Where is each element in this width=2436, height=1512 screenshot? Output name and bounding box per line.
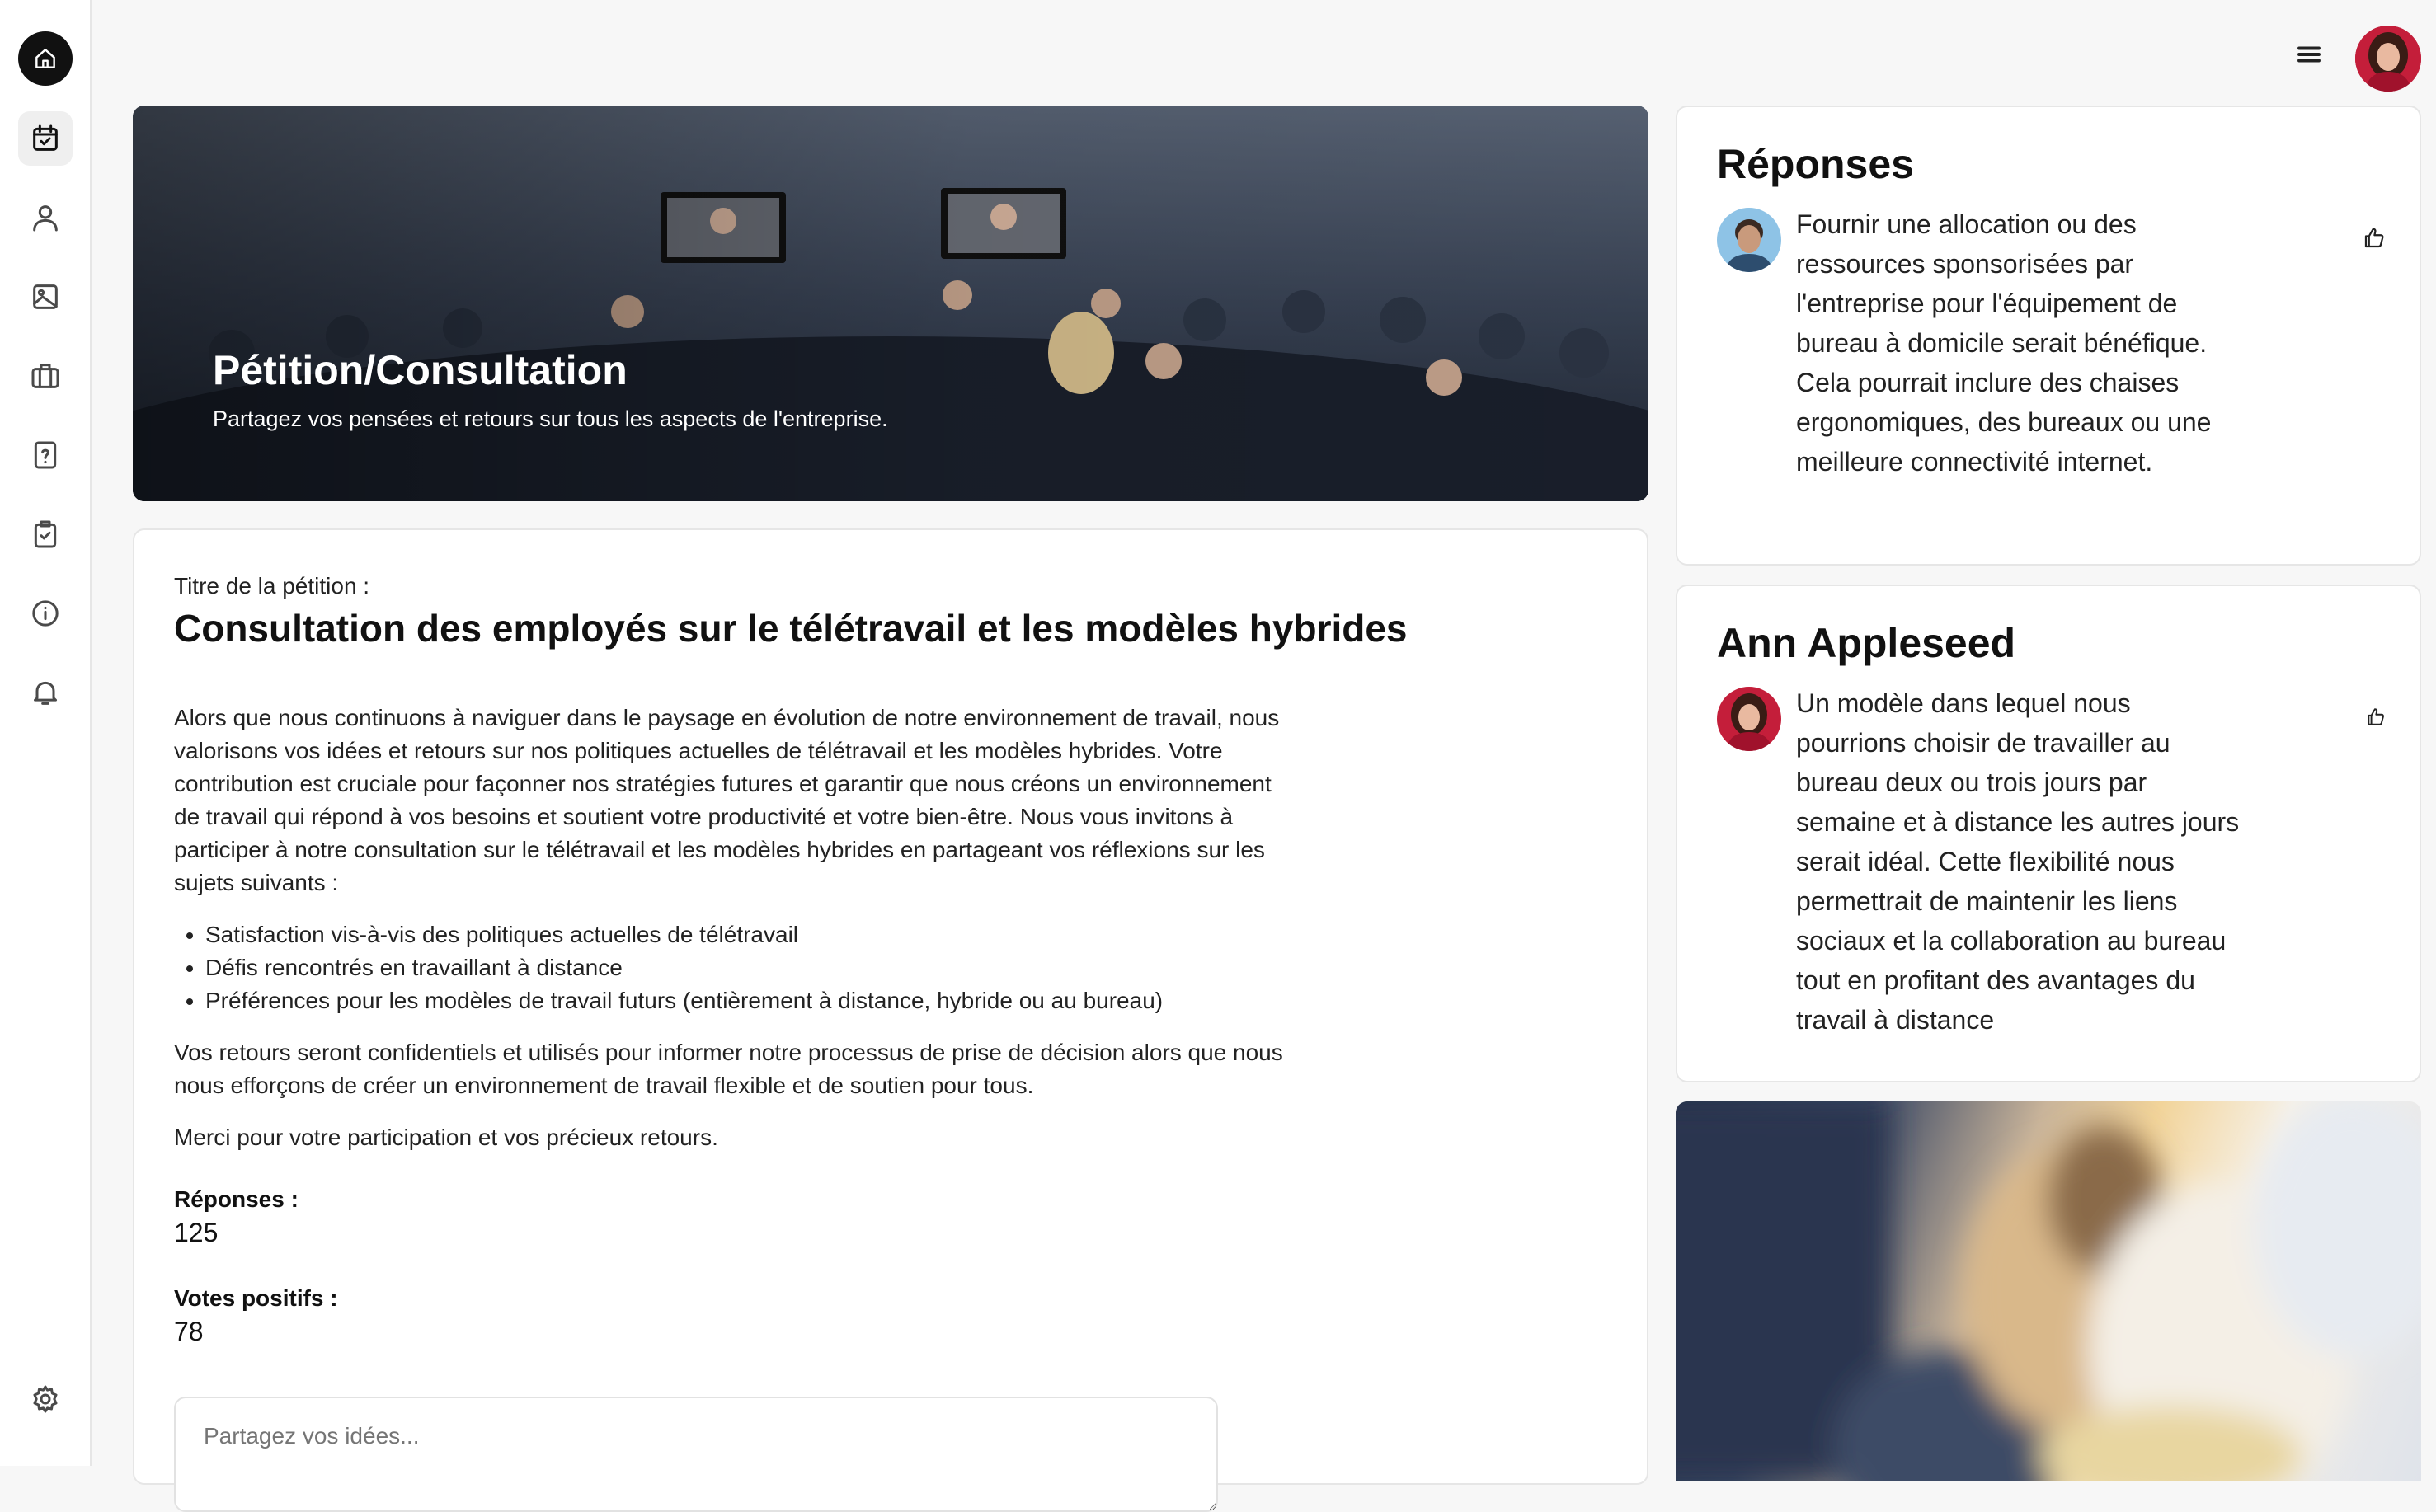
hero-title: Pétition/Consultation [213,347,628,393]
nav-profile[interactable] [18,190,73,245]
petition-closing: Vos retours seront confidentiels et utilisés pour informer notre processus de prise de décision alors que nous nous efforçons de créer un environnement de travail flexible et de soutien pour tous. [174,1040,1283,1098]
clipboard-check-icon [29,518,62,551]
votes-count: 78 [174,1317,204,1346]
response-text: Fournir une allocation ou des ressources sponsorisées par l'entreprise pour l'équipement de bureau à domicile serait bénéfique. Cela pourrait inclure des chaises ergonomiques, des bureaux ou une meilleure connectivité internet. [1796,209,2212,477]
nav-tasks[interactable] [18,507,73,561]
avatar-portrait-icon [1717,687,1781,751]
response-text: Un modèle dans lequel nous pourrions choisir de travailler au bureau deux ou trois jours par semaine et à distance les autres jours serait idéal. Cette flexibilité nous permettrait de maintenir les liens sociaux et la collaboration au bureau tout en profitant des avantages du travail à distance [1796,688,2240,1035]
nav-calendar[interactable] [18,111,73,166]
hero-photo [133,106,1648,501]
nav-notifications[interactable] [18,665,73,720]
responses-count: 125 [174,1218,219,1247]
nav-help[interactable] [18,428,73,482]
petition-intro: Alors que nous continuons à naviguer dans le paysage en évolution de notre environnement de travail, nous valorisons vos idées et retours sur nos politiques actuelles de télétravail et les modèles hybrides. Votre contribution est cruciale pour façonner nos stratégies futures et garantir que nous créons un environnement de travail qui répond à vos besoins et soutient votre productivité et votre bien-être. Nous vous invitons à participer à notre consultation sur le télétravail et les modèles hybrides en partageant vos réflexions sur les sujets suivants : [174,705,1280,895]
nav-gallery[interactable] [18,270,73,324]
petition-card [133,528,1648,1485]
question-icon [29,439,62,472]
home-icon [32,45,59,72]
response-input[interactable] [174,1397,1218,1512]
thumbs-up-icon [2365,707,2387,728]
user-avatar[interactable] [2355,26,2421,92]
petition-body [174,702,1296,1173]
nav-info[interactable] [18,586,73,641]
nav-home[interactable] [18,31,73,86]
petition-thanks: Merci pour votre participation et vos précieux retours. [174,1125,718,1150]
topic-item: • Préférences pour les modèles de travail futurs (entièrement à distance, hybride ou au bureau) [205,984,1296,1017]
side-photo [1676,1101,2421,1481]
sidebar [0,0,92,1466]
menu-button[interactable] [2291,36,2327,73]
info-icon [29,597,62,630]
briefcase-icon [29,359,62,392]
user-icon [29,201,62,234]
calendar-check-icon [29,122,62,155]
avatar [1717,687,1781,751]
topic-item: • Défis rencontrés en travaillant à distance [205,951,1296,984]
gear-icon [29,1383,62,1416]
votes-stat [174,1285,338,1347]
like-button[interactable] [2365,707,2387,728]
thumbs-up-icon [2362,226,2387,251]
petition-title: Consultation des employés sur le télétravail et les modèles hybrides [174,607,1408,650]
hamburger-menu-icon [2294,40,2324,69]
image-icon [29,280,62,313]
nav-settings[interactable] [18,1372,73,1426]
nav-briefcase[interactable] [18,349,73,403]
bell-icon [29,676,62,709]
petition-title-label: Titre de la pétition : [174,573,370,599]
responses-label: Réponses : [174,1186,299,1212]
topic-item: • Satisfaction vis-à-vis des politiques actuelles de télétravail [205,918,1296,951]
response-card [1676,106,2421,566]
hero-subtitle: Partagez vos pensées et retours sur tous les aspects de l'entreprise. [213,406,888,431]
avatar [1717,208,1781,272]
avatar-portrait-icon [1717,208,1781,272]
hero-banner [133,106,1648,501]
blurred-photo [1676,1101,2421,1481]
votes-label: Votes positifs : [174,1285,338,1311]
responses-stat [174,1186,299,1248]
avatar-portrait-icon [2355,26,2421,92]
petition-topics [205,918,1296,1017]
like-button[interactable] [2362,226,2387,251]
responses-heading: Réponses [1717,141,1914,187]
response-card [1676,585,2421,1082]
response-author: Ann Appleseed [1717,620,2016,666]
